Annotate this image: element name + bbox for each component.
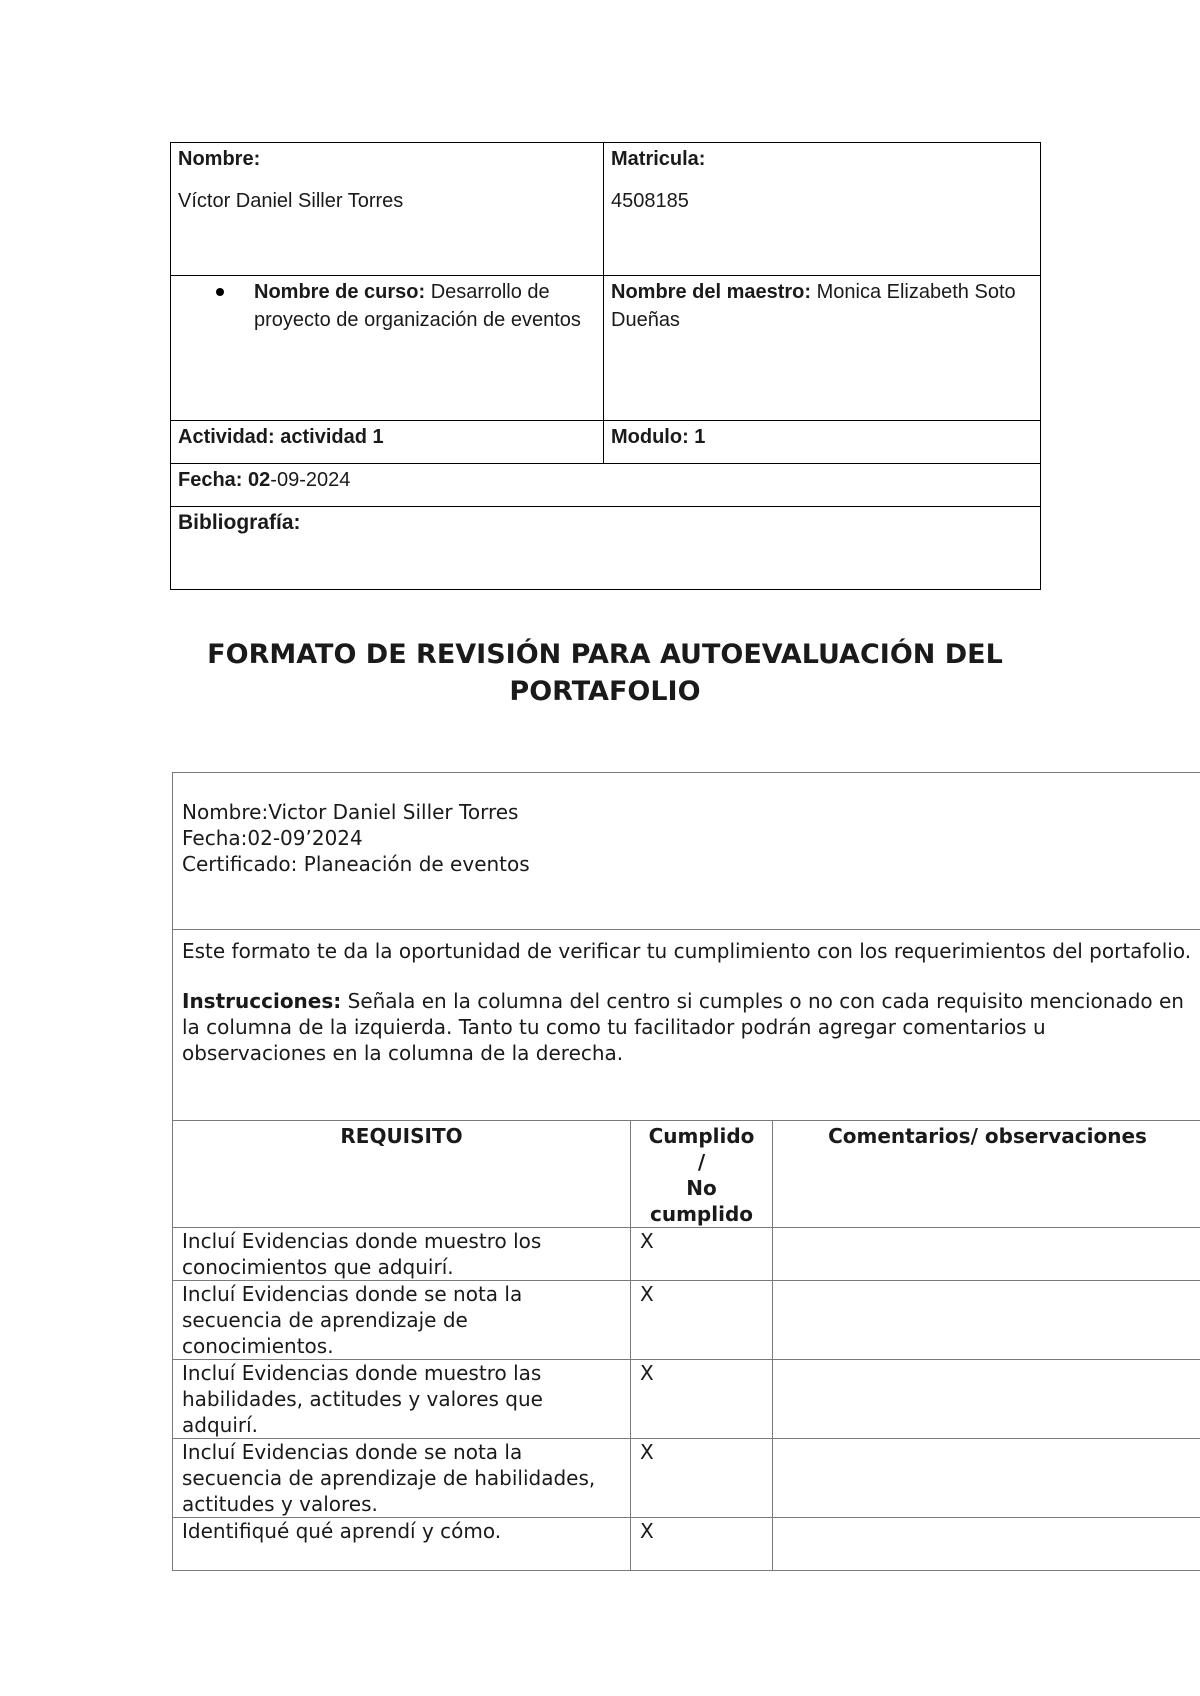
instructions-paragraph <box>182 988 1193 1066</box>
modulo-label: Modulo: 1 <box>611 426 706 448</box>
requisito-cell: Incluí Evidencias donde se nota la secuencia de aprendizaje de habilidades, actitudes y valores. <box>173 1439 631 1518</box>
curso-bullet-item <box>178 278 596 334</box>
review-fecha: Fecha:02-09’2024 <box>182 826 363 850</box>
info-row-activity <box>171 421 1041 464</box>
info-row-course <box>171 276 1041 421</box>
col-header-requisito <box>173 1121 631 1228</box>
cumplido-cell: X <box>631 1281 773 1360</box>
instructions-text: Señala en la columna del centro si cumples o no con cada requisito mencionado en la columna de la izquierda. Tanto tu como tu facilitador podrán agregar comentarios u observaciones en la columna de la derecha. <box>182 989 1184 1065</box>
requisito-cell: Incluí Evidencias donde muestro las habilidades, actitudes y valores que adquirí. <box>173 1360 631 1439</box>
cumplido-cell: X <box>631 1360 773 1439</box>
review-certificado: Certificado: Planeación de eventos <box>182 852 530 876</box>
cumplido-header-line-4: cumplido <box>649 1202 754 1226</box>
fecha-rest: -09-2024 <box>270 469 351 491</box>
comentario-cell <box>773 1360 1200 1439</box>
cumplido-cell: X <box>631 1439 773 1518</box>
cumplido-header-line-3: No <box>686 1176 717 1200</box>
cumplido-header-line-1: Cumplido <box>648 1124 755 1148</box>
info-row-bibliography <box>171 507 1041 590</box>
actividad-label: Actividad: actividad 1 <box>178 426 384 448</box>
matricula-label: Matricula: <box>611 148 706 170</box>
table-row <box>173 1360 1200 1439</box>
curso-cell <box>171 276 604 421</box>
title-line-2: PORTAFOLIO <box>509 676 701 707</box>
actividad-cell <box>171 421 604 464</box>
cumplido-cell: X <box>631 1518 773 1571</box>
table-row <box>173 1281 1200 1360</box>
col-header-cumplido <box>631 1121 773 1228</box>
modulo-cell <box>604 421 1041 464</box>
requisito-cell: Incluí Evidencias donde se nota la secuencia de aprendizaje de conocimientos. <box>173 1281 631 1360</box>
student-info-table <box>170 142 1041 590</box>
comentario-cell <box>773 1518 1200 1571</box>
comentario-cell <box>773 1228 1200 1281</box>
nombre-value: Víctor Daniel Siller Torres <box>178 190 404 212</box>
table-row <box>173 1518 1200 1571</box>
requisito-cell: Incluí Evidencias donde muestro los conocimientos que adquirí. <box>173 1228 631 1281</box>
review-meta-row <box>173 773 1200 930</box>
title-line-1: FORMATO DE REVISIÓN PARA AUTOEVALUACIÓN DEL <box>207 639 1003 670</box>
review-nombre: Nombre:Victor Daniel Siller Torres <box>182 800 519 824</box>
table-row <box>173 1228 1200 1281</box>
cumplido-header-line-2: / <box>697 1150 706 1174</box>
curso-label: Nombre de curso: <box>254 281 426 303</box>
info-row-date <box>171 464 1041 507</box>
maestro-label: Nombre del maestro: <box>611 281 812 303</box>
bibliografia-label: Bibliografía: <box>178 511 301 534</box>
review-table <box>172 772 1200 1571</box>
requisito-header-label: REQUISITO <box>340 1124 463 1148</box>
comentario-cell <box>773 1281 1200 1360</box>
instructions-label: Instrucciones: <box>182 989 342 1013</box>
fecha-day: 02 <box>248 469 271 491</box>
nombre-label: Nombre: <box>178 148 261 170</box>
col-header-comentarios <box>773 1121 1200 1228</box>
matricula-value: 4508185 <box>611 190 689 212</box>
maestro-value: Monica Elizabeth Soto Dueñas <box>611 281 1016 331</box>
review-intro-row <box>173 930 1200 1121</box>
bullet-icon <box>216 288 224 296</box>
intro-text: Este formato te da la oportunidad de verificar tu cumplimiento con los requerimientos del portafolio. <box>182 939 1192 963</box>
comentarios-header-label: Comentarios/ observaciones <box>828 1124 1147 1148</box>
fecha-label: Fecha: <box>178 469 249 491</box>
matricula-cell <box>604 143 1041 276</box>
document-title <box>170 636 1040 710</box>
fecha-cell <box>171 464 1041 507</box>
info-row-name <box>171 143 1041 276</box>
maestro-cell <box>604 276 1041 421</box>
bibliografia-cell <box>171 507 1041 590</box>
requisito-cell: Identifiqué qué aprendí y cómo. <box>173 1518 631 1571</box>
review-meta-cell <box>173 773 1200 930</box>
review-header-row <box>173 1121 1200 1228</box>
nombre-cell <box>171 143 604 276</box>
cumplido-cell: X <box>631 1228 773 1281</box>
comentario-cell <box>773 1439 1200 1518</box>
curso-value: Desarrollo de proyecto de organización de eventos <box>254 281 581 331</box>
table-row <box>173 1439 1200 1518</box>
review-intro-cell <box>173 930 1200 1121</box>
